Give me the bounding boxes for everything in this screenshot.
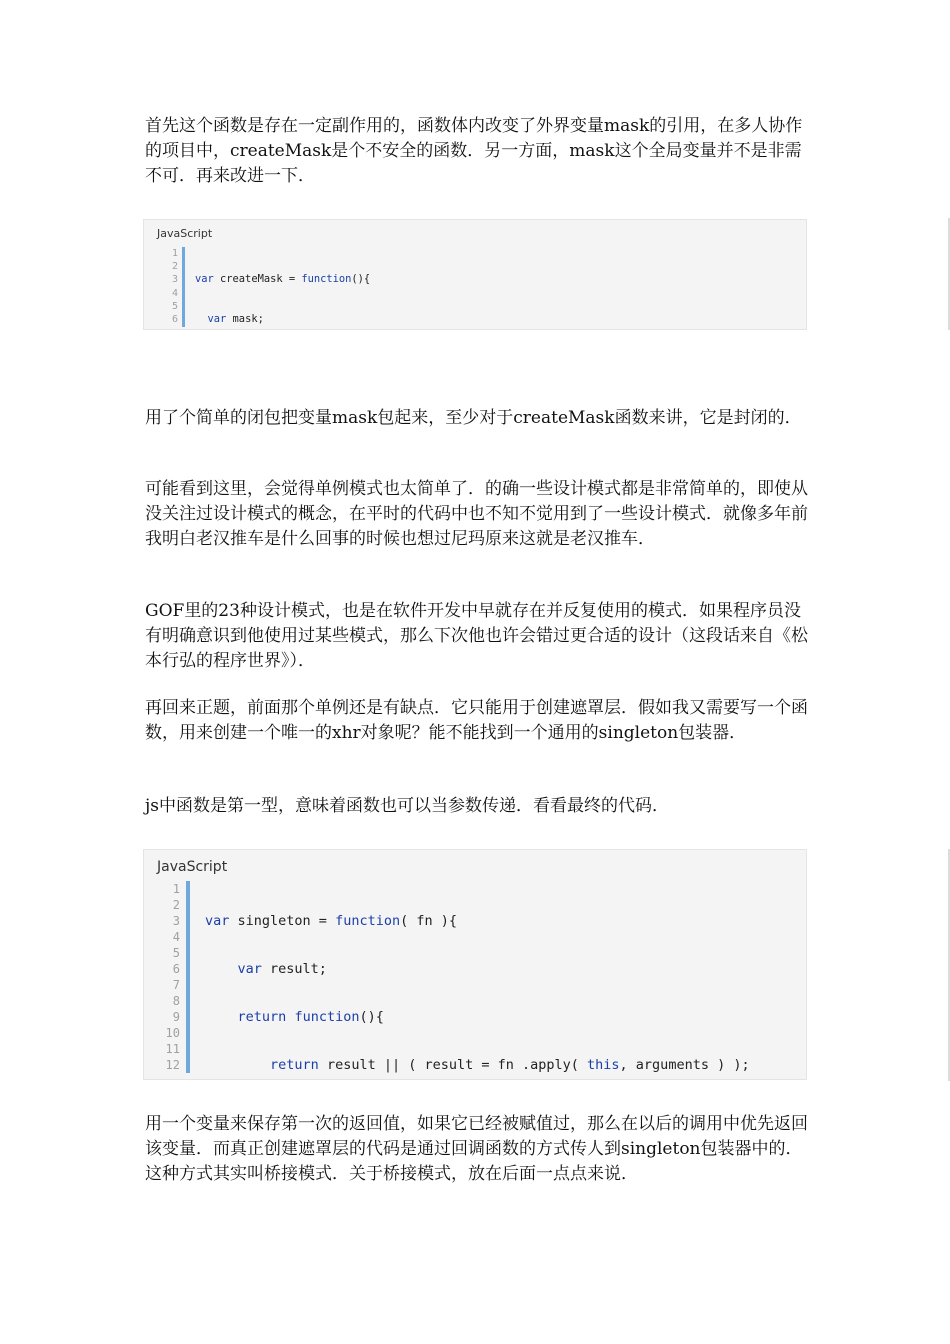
gutter-bar (186, 881, 190, 1073)
paragraph-first-class: js中函数是第一型，意味着函数也可以当参数传递．看看最终的代码． (145, 796, 669, 816)
paragraph-intro: 首先这个函数是存在一定副作用的，函数体内改变了外界变量mask的引用，在多人协作的项目中，createMask是个不安全的函数．另一方面，mask这个全局变量并不是非需不可．再来改进一下． (145, 116, 803, 186)
paragraph-singleton-wrapper: 再回来正题，前面那个单例还是有缺点．它只能用于创建遮罩层．假如我又需要写一个函数，用来创建一个唯一的xhr对象呢？能不能找到一个通用的singleton包装器． (145, 698, 808, 743)
code-line: var result; (237, 961, 327, 977)
code-lines (195, 247, 764, 330)
paragraph-simple-patterns: 可能看到这里，会觉得单例模式也太简单了．的确一些设计模式都是非常简单的，即使从没关注过设计模式的概念，在平时的代码中也不知不觉用到了一些设计模式．就像多年前我明白老汉推车是什么回事的时候也想过尼玛原来这就是老汉推车． (145, 479, 808, 549)
line-numbers: 1 2 3 4 5 6 (171, 248, 178, 326)
paragraph-gof: GOF里的23种设计模式，也是在软件开发中早就存在并反复使用的模式．如果程序员没有明确意识到他使用过某些模式，那么下次他也许会错过更合适的设计（这段话来自《松本行弘的程序世界》）． (145, 601, 808, 671)
paragraph-bridge-pattern: 用一个变量来保存第一次的返回值，如果它已经被赋值过，那么在以后的调用中优先返回该变量．而真正创建遮罩层的代码是通过回调函数的方式传人到singleton包装器中的．这种方式其实叫桥接模式．关于桥接模式，放在后面一点点来说． (145, 1114, 808, 1184)
code-language-label: JavaScript (157, 859, 228, 875)
code-language-label: JavaScript (157, 227, 213, 240)
code-line: return result || ( result = fn .apply( this, arguments ) ); (270, 1057, 750, 1073)
code-line: var singleton = function( fn ){ (205, 913, 457, 929)
code-block-create-mask (143, 219, 807, 330)
gutter-bar (182, 247, 185, 327)
paragraph-closure: 用了个简单的闭包把变量mask包起来，至少对于createMask函数来讲，它是封闭的． (145, 408, 802, 428)
code-block-singleton (143, 849, 807, 1080)
code-line: return function(){ (237, 1009, 384, 1025)
code-line: var mask; (207, 313, 264, 326)
line-numbers: 1 2 3 4 5 6 7 8 9 10 11 12 (165, 882, 180, 1072)
code-line: var createMask = function(){ (195, 273, 371, 286)
code-lines (205, 881, 750, 1080)
